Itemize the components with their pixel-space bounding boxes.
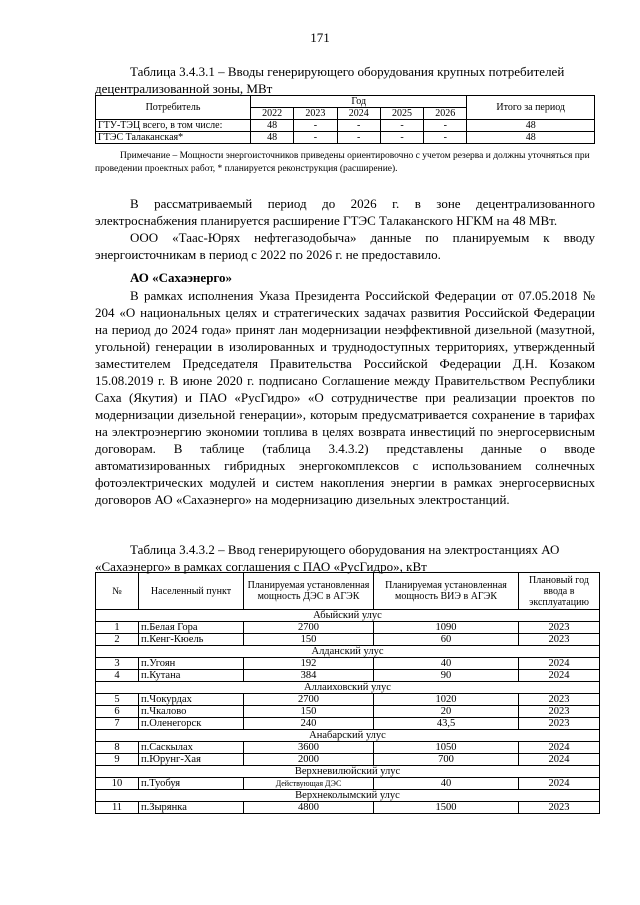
cell-year: 2023	[519, 802, 600, 814]
cell-vie: 60	[374, 634, 519, 646]
region-row	[96, 646, 600, 658]
cell-n: 11	[96, 802, 139, 814]
table2-caption: Таблица 3.4.3.2 – Ввод генерирующего оборудования на электростанциях АО «Сахаэнерго» в рамках соглашения с ПАО «РусГидро», кВт	[95, 542, 560, 574]
cell-des: 4800	[244, 802, 374, 814]
table-row: ГТУ-ТЭЦ всего, в том числе: 48 - - - - 48	[96, 120, 595, 132]
cell-des: 240	[244, 718, 374, 730]
cell-des: 3600	[244, 742, 374, 754]
table-row	[96, 778, 600, 790]
cell-city: п.Кутана	[139, 670, 244, 682]
t1-header-consumer: Потребитель	[96, 96, 251, 120]
table-row	[96, 670, 600, 682]
table1-caption: Таблица 3.4.3.1 – Вводы генерирующего оборудования крупных потребителей децентрализованной зоны, МВт	[95, 64, 565, 96]
table2	[95, 572, 600, 814]
table-row	[96, 634, 600, 646]
cell-city: п.Угоян	[139, 658, 244, 670]
cell-city: п.Юрунг-Хая	[139, 754, 244, 766]
cell-year: 2024	[519, 742, 600, 754]
cell-year: 2023	[519, 706, 600, 718]
table2-body	[96, 610, 600, 814]
table-row: ГТЭС Талаканская* 48 - - - - 48	[96, 132, 595, 144]
cell-n: 1	[96, 622, 139, 634]
table1-note: Примечание – Мощности энергоисточников приведены ориентировочно с учетом резерва и должны уточняться при проведении проектных работ, * планируется реконструкция (расширение).	[95, 151, 590, 174]
cell-des: 192	[244, 658, 374, 670]
region-name: Абыйский улус	[96, 610, 600, 622]
cell-city: п.Чокурдах	[139, 694, 244, 706]
cell-des: 2000	[244, 754, 374, 766]
table-row	[96, 742, 600, 754]
region-row	[96, 766, 600, 778]
cell-vie: 1500	[374, 802, 519, 814]
cell-vie: 40	[374, 778, 519, 790]
table-row	[96, 694, 600, 706]
cell-vie: 40	[374, 658, 519, 670]
table-row	[96, 802, 600, 814]
table-row	[96, 706, 600, 718]
cell-n: 5	[96, 694, 139, 706]
page-number: 171	[310, 30, 330, 45]
t2-header-des: Планируемая установленная мощность ДЭС в АГЭК	[244, 573, 374, 610]
cell-city: п.Саскылах	[139, 742, 244, 754]
t1-year: 2025	[380, 108, 423, 120]
table-row	[96, 622, 600, 634]
paragraph-3: В рамках исполнения Указа Президента Российской Федерации от 07.05.2018 № 204 «О национальных целях и стратегических задачах развития Российской Федерации на период до 2024 года» принят лан модернизации неэффективной дизельной (мазутной, угольной) генерации в изолированных и труднодоступных территориях, утвержденный заместителем Председателя Правительства Российской Федерации Д.Н. Козаком 15.08.2019 г. В июне 2020 г. подписано Соглашение между Правительством Республики Саха (Якутия) и ПАО «РусГидро» «О сотрудничестве при реализации проектов по модернизации дизельной генерации», которым предусматривается сохранение в тарифах на электроэнергию экономии топлива в целях возврата инвестиций по энергосервисным договорам. В таблице (таблица 3.4.3.2) представлены данные о вводе автоматизированных гибридных энергокомплексов с использованием солнечных фотоэлектрических модулей и систем накопления энергии в рамках энергосервисных договоров АО «Сахаэнерго» на модернизацию дизельных электростанций.	[95, 288, 595, 507]
region-name: Алданский улус	[96, 646, 600, 658]
t1-year: 2026	[424, 108, 467, 120]
cell-n: 8	[96, 742, 139, 754]
cell-vie: 90	[374, 670, 519, 682]
cell-year: 2023	[519, 622, 600, 634]
cell-n: 9	[96, 754, 139, 766]
cell-n: 3	[96, 658, 139, 670]
cell-year: 2024	[519, 658, 600, 670]
cell-year: 2023	[519, 694, 600, 706]
cell-city: п.Кенг-Кюель	[139, 634, 244, 646]
paragraph-1: В рассматриваемый период до 2026 г. в зоне децентрализованного электроснабжения планируется расширение ГТЭС Талаканского НГКМ на 48 МВт.	[95, 196, 595, 228]
cell-vie: 43,5	[374, 718, 519, 730]
t1-header-total: Итого за период	[467, 96, 595, 120]
cell-n: 7	[96, 718, 139, 730]
cell-n: 4	[96, 670, 139, 682]
region-row	[96, 790, 600, 802]
cell-city: п.Белая Гора	[139, 622, 244, 634]
t1-header-year: Год	[251, 96, 467, 108]
table-row	[96, 718, 600, 730]
cell-year: 2024	[519, 778, 600, 790]
cell-des: 2700	[244, 622, 374, 634]
cell-city: п.Зырянка	[139, 802, 244, 814]
cell-des: 2700	[244, 694, 374, 706]
t1-year: 2024	[337, 108, 380, 120]
table-row	[96, 658, 600, 670]
region-name: Верхневилюйский улус	[96, 766, 600, 778]
region-name: Верхнеколымский улус	[96, 790, 600, 802]
cell-des: 150	[244, 706, 374, 718]
t2-header-city: Населенный пункт	[139, 573, 244, 610]
cell-city: п.Чкалово	[139, 706, 244, 718]
cell-n: 6	[96, 706, 139, 718]
cell-vie: 700	[374, 754, 519, 766]
cell-city: п.Туобуя	[139, 778, 244, 790]
t2-header-year: Плановый год ввода в эксплуатацию	[519, 573, 600, 610]
cell-city: п.Оленегорск	[139, 718, 244, 730]
cell-n: 10	[96, 778, 139, 790]
cell-n: 2	[96, 634, 139, 646]
section-heading: АО «Сахаэнерго»	[130, 270, 233, 285]
cell-vie: 1090	[374, 622, 519, 634]
cell-vie: 1020	[374, 694, 519, 706]
region-name: Аллаиховский улус	[96, 682, 600, 694]
table-row	[96, 754, 600, 766]
paragraph-2: ООО «Таас-Юрях нефтегазодобыча» данные по планируемым к вводу энергоисточникам в период с 2022 по 2026 г. не предоставило.	[95, 230, 595, 262]
t1-year: 2023	[294, 108, 337, 120]
region-row	[96, 682, 600, 694]
region-row	[96, 730, 600, 742]
region-name: Анабарский улус	[96, 730, 600, 742]
cell-vie: 1050	[374, 742, 519, 754]
cell-des: 384	[244, 670, 374, 682]
cell-year: 2023	[519, 718, 600, 730]
table1	[95, 95, 595, 144]
cell-vie: 20	[374, 706, 519, 718]
cell-des: 150	[244, 634, 374, 646]
region-row	[96, 610, 600, 622]
t2-header-num: №	[96, 573, 139, 610]
t2-header-vie: Планируемая установленная мощность ВИЭ в АГЭК	[374, 573, 519, 610]
cell-year: 2024	[519, 754, 600, 766]
cell-year: 2024	[519, 670, 600, 682]
t1-year: 2022	[251, 108, 294, 120]
cell-year: 2023	[519, 634, 600, 646]
cell-des: Действующая ДЭС	[244, 778, 374, 790]
